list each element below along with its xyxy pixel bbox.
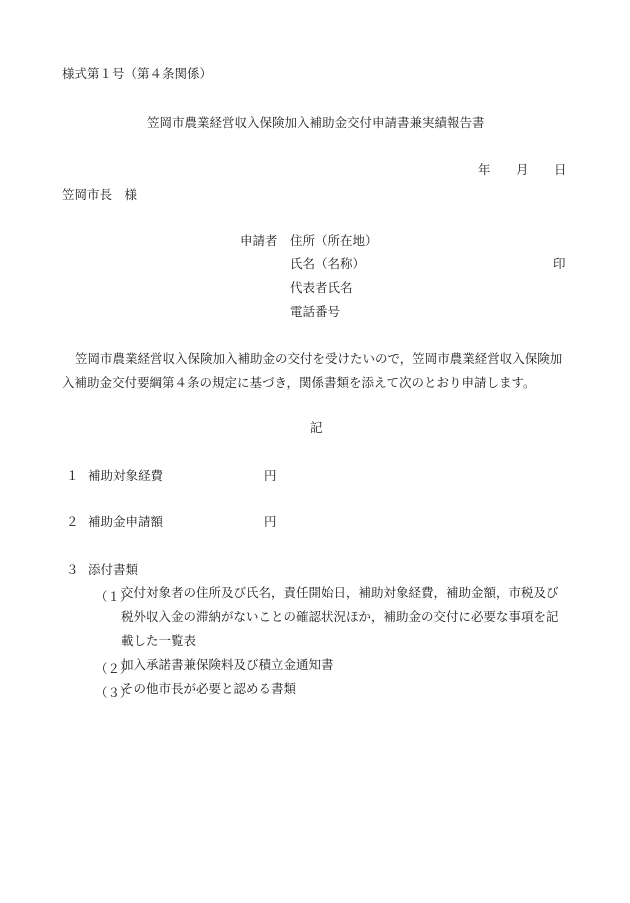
representative-label: 代表者氏名 [290,280,353,295]
attachment-3-number: （３） [95,685,133,700]
page-title: 笠岡市農業経営収入保険加入補助金交付申請書兼実績報告書 [147,115,485,130]
addressee: 笠岡市長 様 [62,187,138,202]
body-paragraph [62,347,568,395]
body-text: 笠岡市農業経営収入保険加入補助金の交付を受けたいので，笠岡市農業経営収入保険加入補助金交付要綱第４条の規定に基づき，関係書類を添えて次のとおり申請します。 [62,351,563,390]
attachment-1-text: 交付対象者の住所及び氏名，責任開始日，補助対象経費，補助金額，市税及び税外収入金の滞納がないことの確認状況ほか，補助金の交付に必要な事項を記載した一覧表 [121,585,559,648]
item-1-unit: 円 [264,468,277,483]
item-2-label: 補助金申請額 [88,514,164,529]
attachments-label: 添付書類 [88,562,139,577]
attachment-1-number: （１） [95,589,133,604]
item-1-number: １ [66,468,79,483]
applicant-name-label: 氏名（名称） [290,256,366,271]
attachment-2-number: （２） [95,661,133,676]
applicant-label: 申請者 [240,233,278,248]
form-number: 様式第１号（第４条関係） [62,66,213,81]
item-2-unit: 円 [264,514,277,529]
attachment-3-text: その他市長が必要と認める書類 [121,681,297,696]
phone-label: 電話番号 [290,304,341,319]
item-1-label: 補助対象経費 [88,468,164,483]
applicant-address-label: 住所（所在地） [290,233,378,248]
item-2-number: ２ [66,514,79,529]
item-3-number: ３ [66,562,79,577]
date-day-label: 日 [554,162,567,177]
date-year-label: 年 [478,162,491,177]
seal-mark: 印 [553,256,566,271]
ki-heading: 記 [310,420,323,435]
date-month-label: 月 [516,162,529,177]
attachment-2-text: 加入承諾書兼保険料及び積立金通知書 [121,657,334,672]
